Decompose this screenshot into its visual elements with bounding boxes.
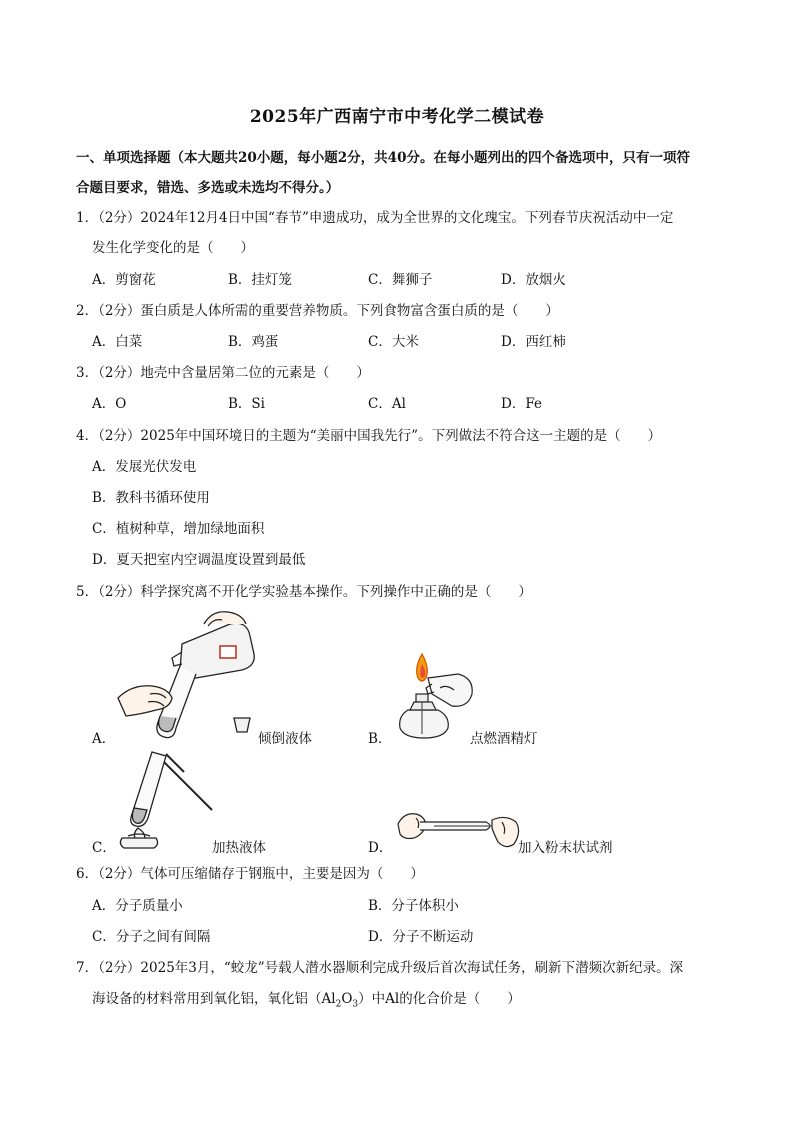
q5-option-c-caption: 加热液体 xyxy=(212,840,266,856)
q1-option-c: C．舞狮子 xyxy=(368,272,433,288)
q1-option-b: B．挂灯笼 xyxy=(228,272,292,288)
q3-option-d: D．Fe xyxy=(501,396,542,412)
q7-sub-2: 2 xyxy=(335,999,342,1010)
q5-option-b-caption: 点燃酒精灯 xyxy=(470,731,538,747)
q2-option-d: D．西红柿 xyxy=(501,334,566,350)
q1-stem-line1: 1．（2分）2024年12月4日中国“春节”申遗成功，成为全世界的文化瑰宝。下列春节庆祝活动中一定 xyxy=(76,210,674,226)
q5-option-d-caption: 加入粉末状试剂 xyxy=(518,840,613,856)
q7-line2-pre: 海设备的材料常用到氧化铝，氧化铝（Al xyxy=(92,991,336,1007)
q2-option-a: A．白菜 xyxy=(92,334,143,350)
q1-stem-line2: 发生化学变化的是（ ） xyxy=(92,240,254,256)
q4-option-a: A．发展光伏发电 xyxy=(92,459,197,475)
q7-line2-post: ）中Al的化合价是（ ） xyxy=(358,991,521,1007)
add-powder-illustration xyxy=(394,806,526,852)
page-title: 2025年广西南宁市中考化学二模试卷 xyxy=(249,107,545,127)
q7-stem-line1: 7．（2分）2025年3月，“蛟龙”号载人潜水器顺利完成升级后首次海试任务，刷新下潜频次新纪录。深 xyxy=(76,960,684,976)
q5-stem: 5．（2分）科学探究离不开化学实验基本操作。下列操作中正确的是（ ） xyxy=(76,584,532,600)
q2-option-c: C．大米 xyxy=(368,334,419,350)
q3-stem: 3．（2分）地壳中含量居第二位的元素是（ ） xyxy=(76,365,370,381)
q1-option-a: A．剪窗花 xyxy=(92,272,156,288)
q7-oxygen: O xyxy=(341,991,353,1007)
q4-option-c: C．植树种草，增加绿地面积 xyxy=(92,521,265,537)
q1-option-d: D．放烟火 xyxy=(501,272,566,288)
q6-option-c: C．分子之间有间隔 xyxy=(92,929,211,945)
section-heading-line1: 一、单项选择题（本大题共20小题，每小题2分，共40分。在每小题列出的四个备选项中，只有一项符 xyxy=(76,150,690,166)
section-heading-line2: 合题目要求，错选、多选或未选均不得分。） xyxy=(76,180,340,196)
q5-option-b-letter: B． xyxy=(368,731,392,747)
q4-option-b: B．教科书循环使用 xyxy=(92,490,210,506)
heat-liquid-illustration xyxy=(114,748,218,852)
q7-sub-3: 3 xyxy=(352,999,359,1010)
q6-option-d: D．分子不断运动 xyxy=(368,929,474,945)
q2-stem: 2．（2分）蛋白质是人体所需的重要营养物质。下列食物富含蛋白质的是（ ） xyxy=(76,303,559,319)
q5-option-c-letter: C． xyxy=(92,840,116,856)
q4-stem: 4．（2分）2025年中国环境日的主题为“美丽中国我先行”。下列做法不符合这一主题的是（ ） xyxy=(76,428,662,444)
q5-option-a-caption: 倾倒液体 xyxy=(258,731,312,747)
q3-option-c: C．Al xyxy=(368,396,406,412)
q3-option-a: A．O xyxy=(92,396,127,412)
pour-liquid-illustration xyxy=(112,604,262,744)
q5-option-a-letter: A． xyxy=(92,731,116,747)
q7-stem-line2 xyxy=(92,987,521,1010)
q4-option-d: D．夏天把室内空调温度设置到最低 xyxy=(92,552,306,568)
q6-option-b: B．分子体积小 xyxy=(368,898,459,914)
q2-option-b: B．鸡蛋 xyxy=(228,334,279,350)
alcohol-lamp-illustration xyxy=(388,648,478,744)
q6-option-a: A．分子质量小 xyxy=(92,898,183,914)
q5-option-d-letter: D． xyxy=(368,840,393,856)
q3-option-b: B．Si xyxy=(228,396,265,412)
q6-stem: 6．（2分）气体可压缩储存于钢瓶中，主要是因为（ ） xyxy=(76,866,424,882)
